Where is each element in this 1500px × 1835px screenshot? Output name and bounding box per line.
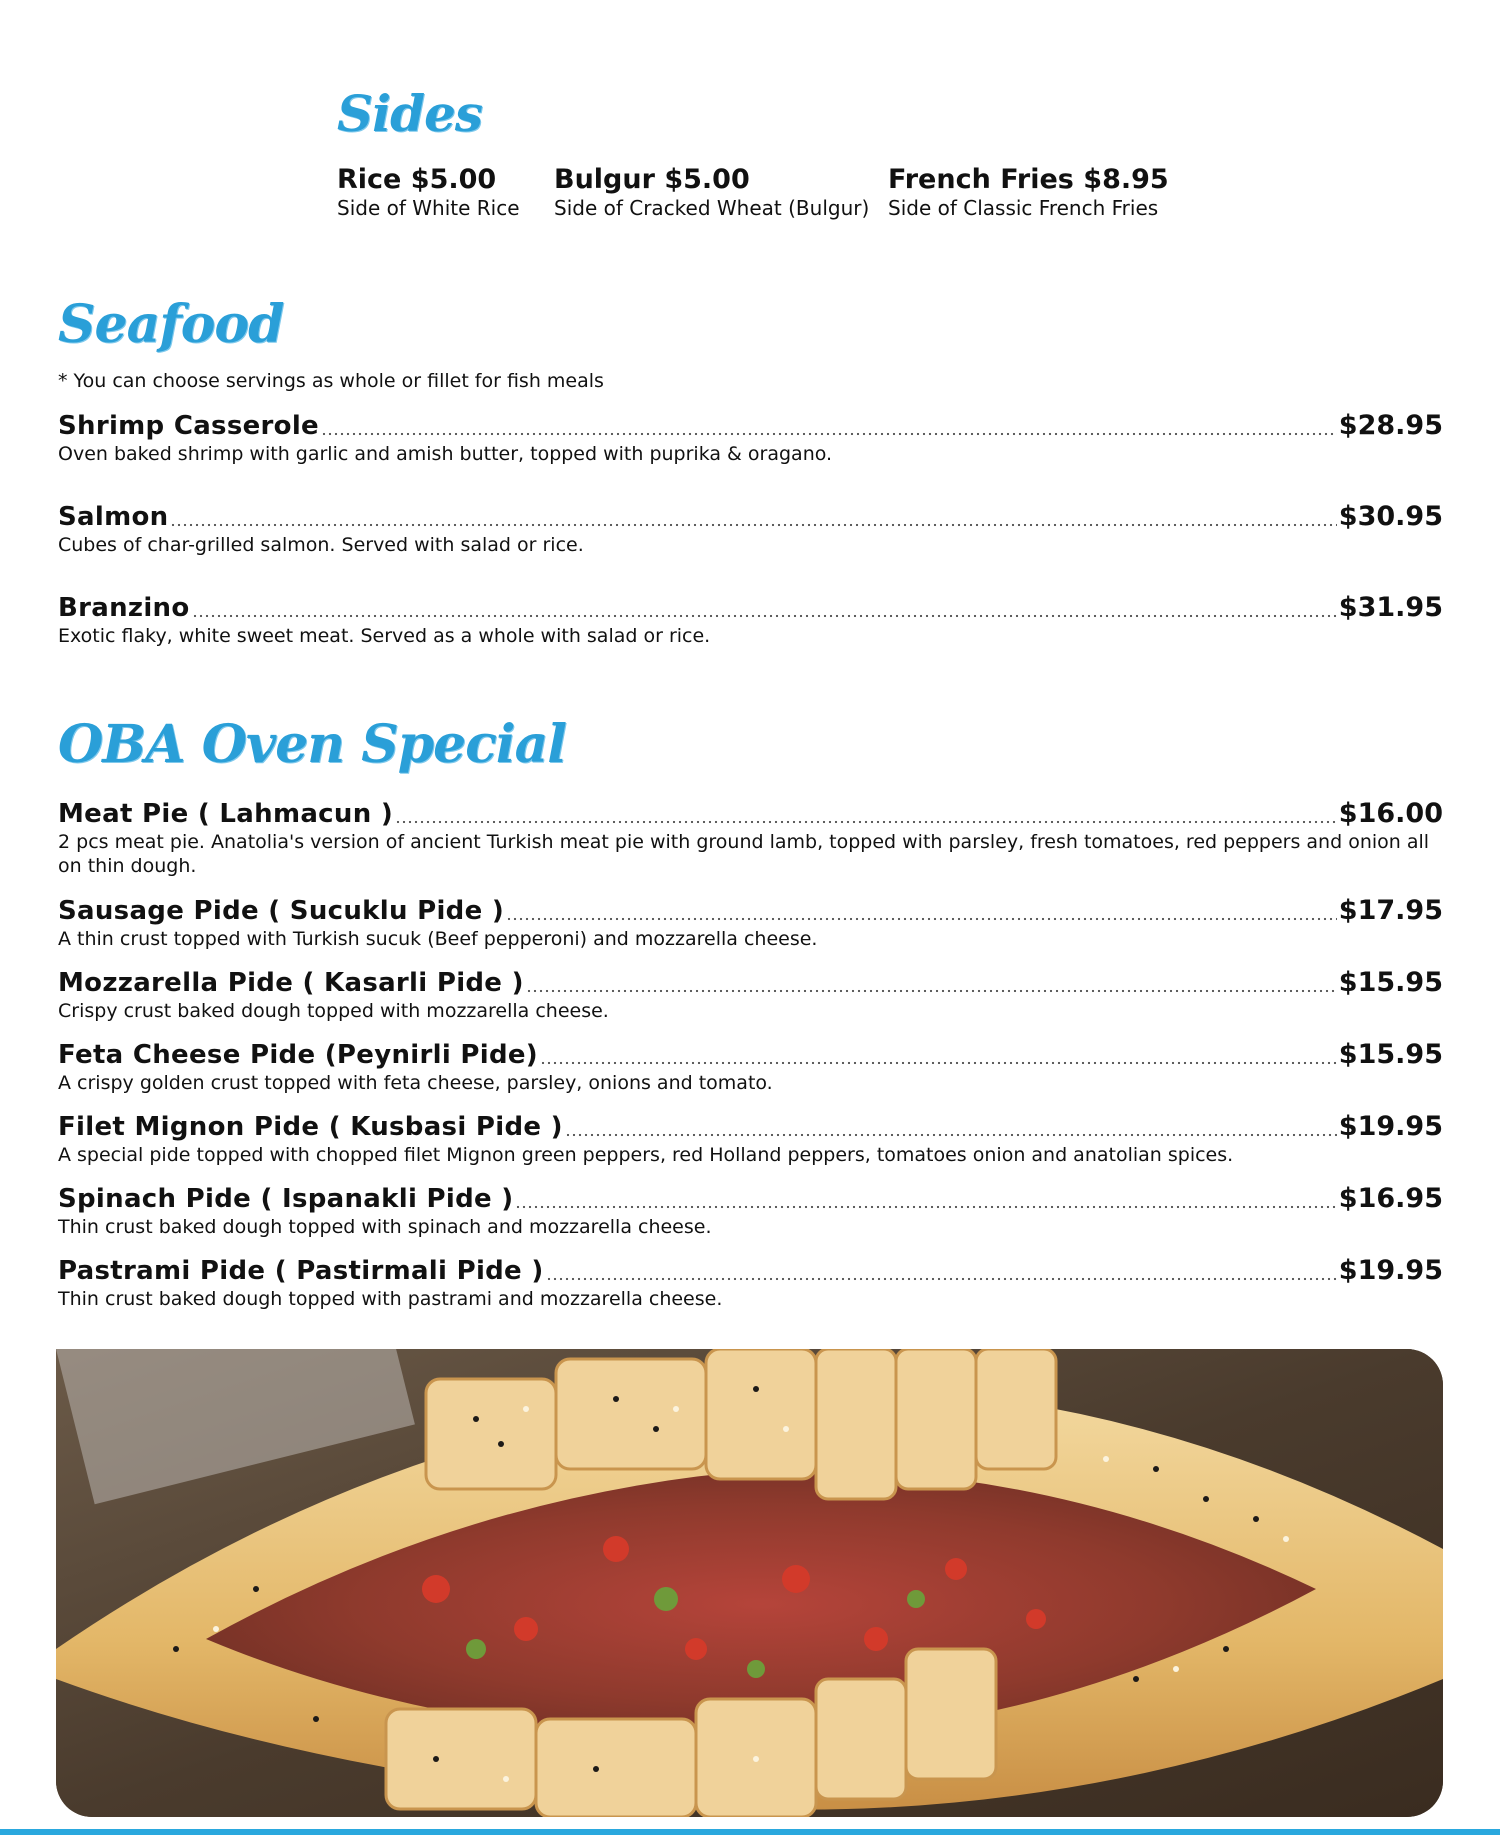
menu-item-description: 2 pcs meat pie. Anatolia's version of ancient Turkish meat pie with ground lamb, topped with parsley, fresh tomatoes, red peppers and onion all on thin dough.: [58, 831, 1430, 877]
menu-item-spinach-pide: [58, 1183, 1443, 1239]
menu-item-shrimp-casserole: [58, 410, 1443, 466]
seafood-note: * You can choose servings as whole or fillet for fish meals: [58, 370, 604, 392]
menu-item-description: Cubes of char-grilled salmon. Served with salad or rice.: [58, 534, 584, 556]
side-item-price: $5.00: [664, 164, 750, 195]
dot-leader: [546, 1275, 1337, 1282]
dot-leader: [565, 1131, 1337, 1138]
dot-leader: [170, 521, 1336, 528]
side-item-name: Rice: [337, 164, 402, 195]
menu-item-description: Crispy crust baked dough topped with mozzarella cheese.: [58, 1000, 609, 1022]
side-item-price: $8.95: [1083, 164, 1169, 195]
seafood-heading: Seafood: [58, 294, 284, 355]
dot-leader: [526, 987, 1337, 994]
menu-item-name: Sausage Pide ( Sucuklu Pide ): [58, 896, 505, 926]
menu-item-name: Meat Pie ( Lahmacun ): [58, 799, 394, 829]
menu-item-price: $16.00: [1338, 798, 1443, 829]
menu-item-price: $28.95: [1338, 410, 1443, 441]
dot-leader: [515, 1203, 1336, 1210]
menu-item-name: Pastrami Pide ( Pastirmali Pide ): [58, 1256, 544, 1286]
sides-heading: Sides: [337, 84, 483, 143]
dot-leader: [540, 1059, 1337, 1066]
menu-item-price: $30.95: [1338, 501, 1443, 532]
side-item-description: Side of Cracked Wheat (Bulgur): [554, 196, 870, 220]
side-item-name: French Fries: [888, 164, 1074, 195]
menu-item-price: $15.95: [1338, 967, 1443, 998]
menu-item-description: Exotic flaky, white sweet meat. Served as a whole with salad or rice.: [58, 625, 711, 647]
side-item-price: $5.00: [410, 164, 497, 195]
side-item-french-fries: [888, 164, 1169, 220]
menu-item-pastrami-pide: [58, 1255, 1443, 1311]
oven-special-heading: OBA Oven Special: [58, 714, 567, 775]
menu-item-description: Thin crust baked dough topped with pastrami and mozzarella cheese.: [58, 1288, 723, 1310]
menu-item-salmon: [58, 501, 1443, 557]
menu-item-price: $19.95: [1338, 1255, 1443, 1286]
menu-item-description: Thin crust baked dough topped with spinach and mozzarella cheese.: [58, 1216, 712, 1238]
menu-item-price: $31.95: [1338, 592, 1443, 623]
menu-item-sausage-pide: [58, 895, 1443, 951]
menu-item-price: $16.95: [1338, 1183, 1443, 1214]
side-item-bulgur: [554, 164, 869, 220]
dot-leader: [192, 612, 1337, 619]
dot-leader: [506, 915, 1337, 922]
side-item-name: Bulgur: [554, 164, 655, 195]
menu-item-feta-cheese-pide: [58, 1039, 1443, 1095]
menu-item-description: A crispy golden crust topped with feta cheese, parsley, onions and tomato.: [58, 1072, 773, 1094]
menu-item-branzino: [58, 592, 1443, 648]
dot-leader: [321, 430, 1337, 437]
side-item-rice: [337, 164, 520, 220]
menu-item-name: Shrimp Casserole: [58, 411, 319, 441]
menu-item-filet-mignon-pide: [58, 1111, 1443, 1167]
menu-item-description: Oven baked shrimp with garlic and amish butter, topped with puprika & oragano.: [58, 443, 833, 465]
dot-leader: [395, 818, 1337, 825]
menu-item-mozzarella-pide: [58, 967, 1443, 1023]
menu-item-name: Mozzarella Pide ( Kasarli Pide ): [58, 968, 524, 998]
footer-line: [0, 1829, 1500, 1835]
side-item-description: Side of Classic French Fries: [888, 196, 1159, 220]
menu-item-name: Salmon: [58, 502, 169, 532]
menu-item-name: Branzino: [58, 593, 190, 623]
pide-photo: [56, 1349, 1443, 1817]
side-item-description: Side of White Rice: [337, 196, 520, 220]
menu-item-name: Feta Cheese Pide (Peynirli Pide): [58, 1040, 538, 1070]
menu-item-price: $15.95: [1338, 1039, 1443, 1070]
menu-item-meat-pie: [58, 798, 1443, 878]
menu-item-name: Filet Mignon Pide ( Kusbasi Pide ): [58, 1112, 563, 1142]
menu-item-name: Spinach Pide ( Ispanakli Pide ): [58, 1184, 514, 1214]
menu-item-description: A thin crust topped with Turkish sucuk (Beef pepperoni) and mozzarella cheese.: [58, 928, 818, 950]
menu-item-price: $19.95: [1338, 1111, 1443, 1142]
menu-item-description: A special pide topped with chopped filet Mignon green peppers, red Holland peppers, tomatoes onion and anatolian spices.: [58, 1144, 1234, 1166]
menu-item-price: $17.95: [1338, 895, 1443, 926]
